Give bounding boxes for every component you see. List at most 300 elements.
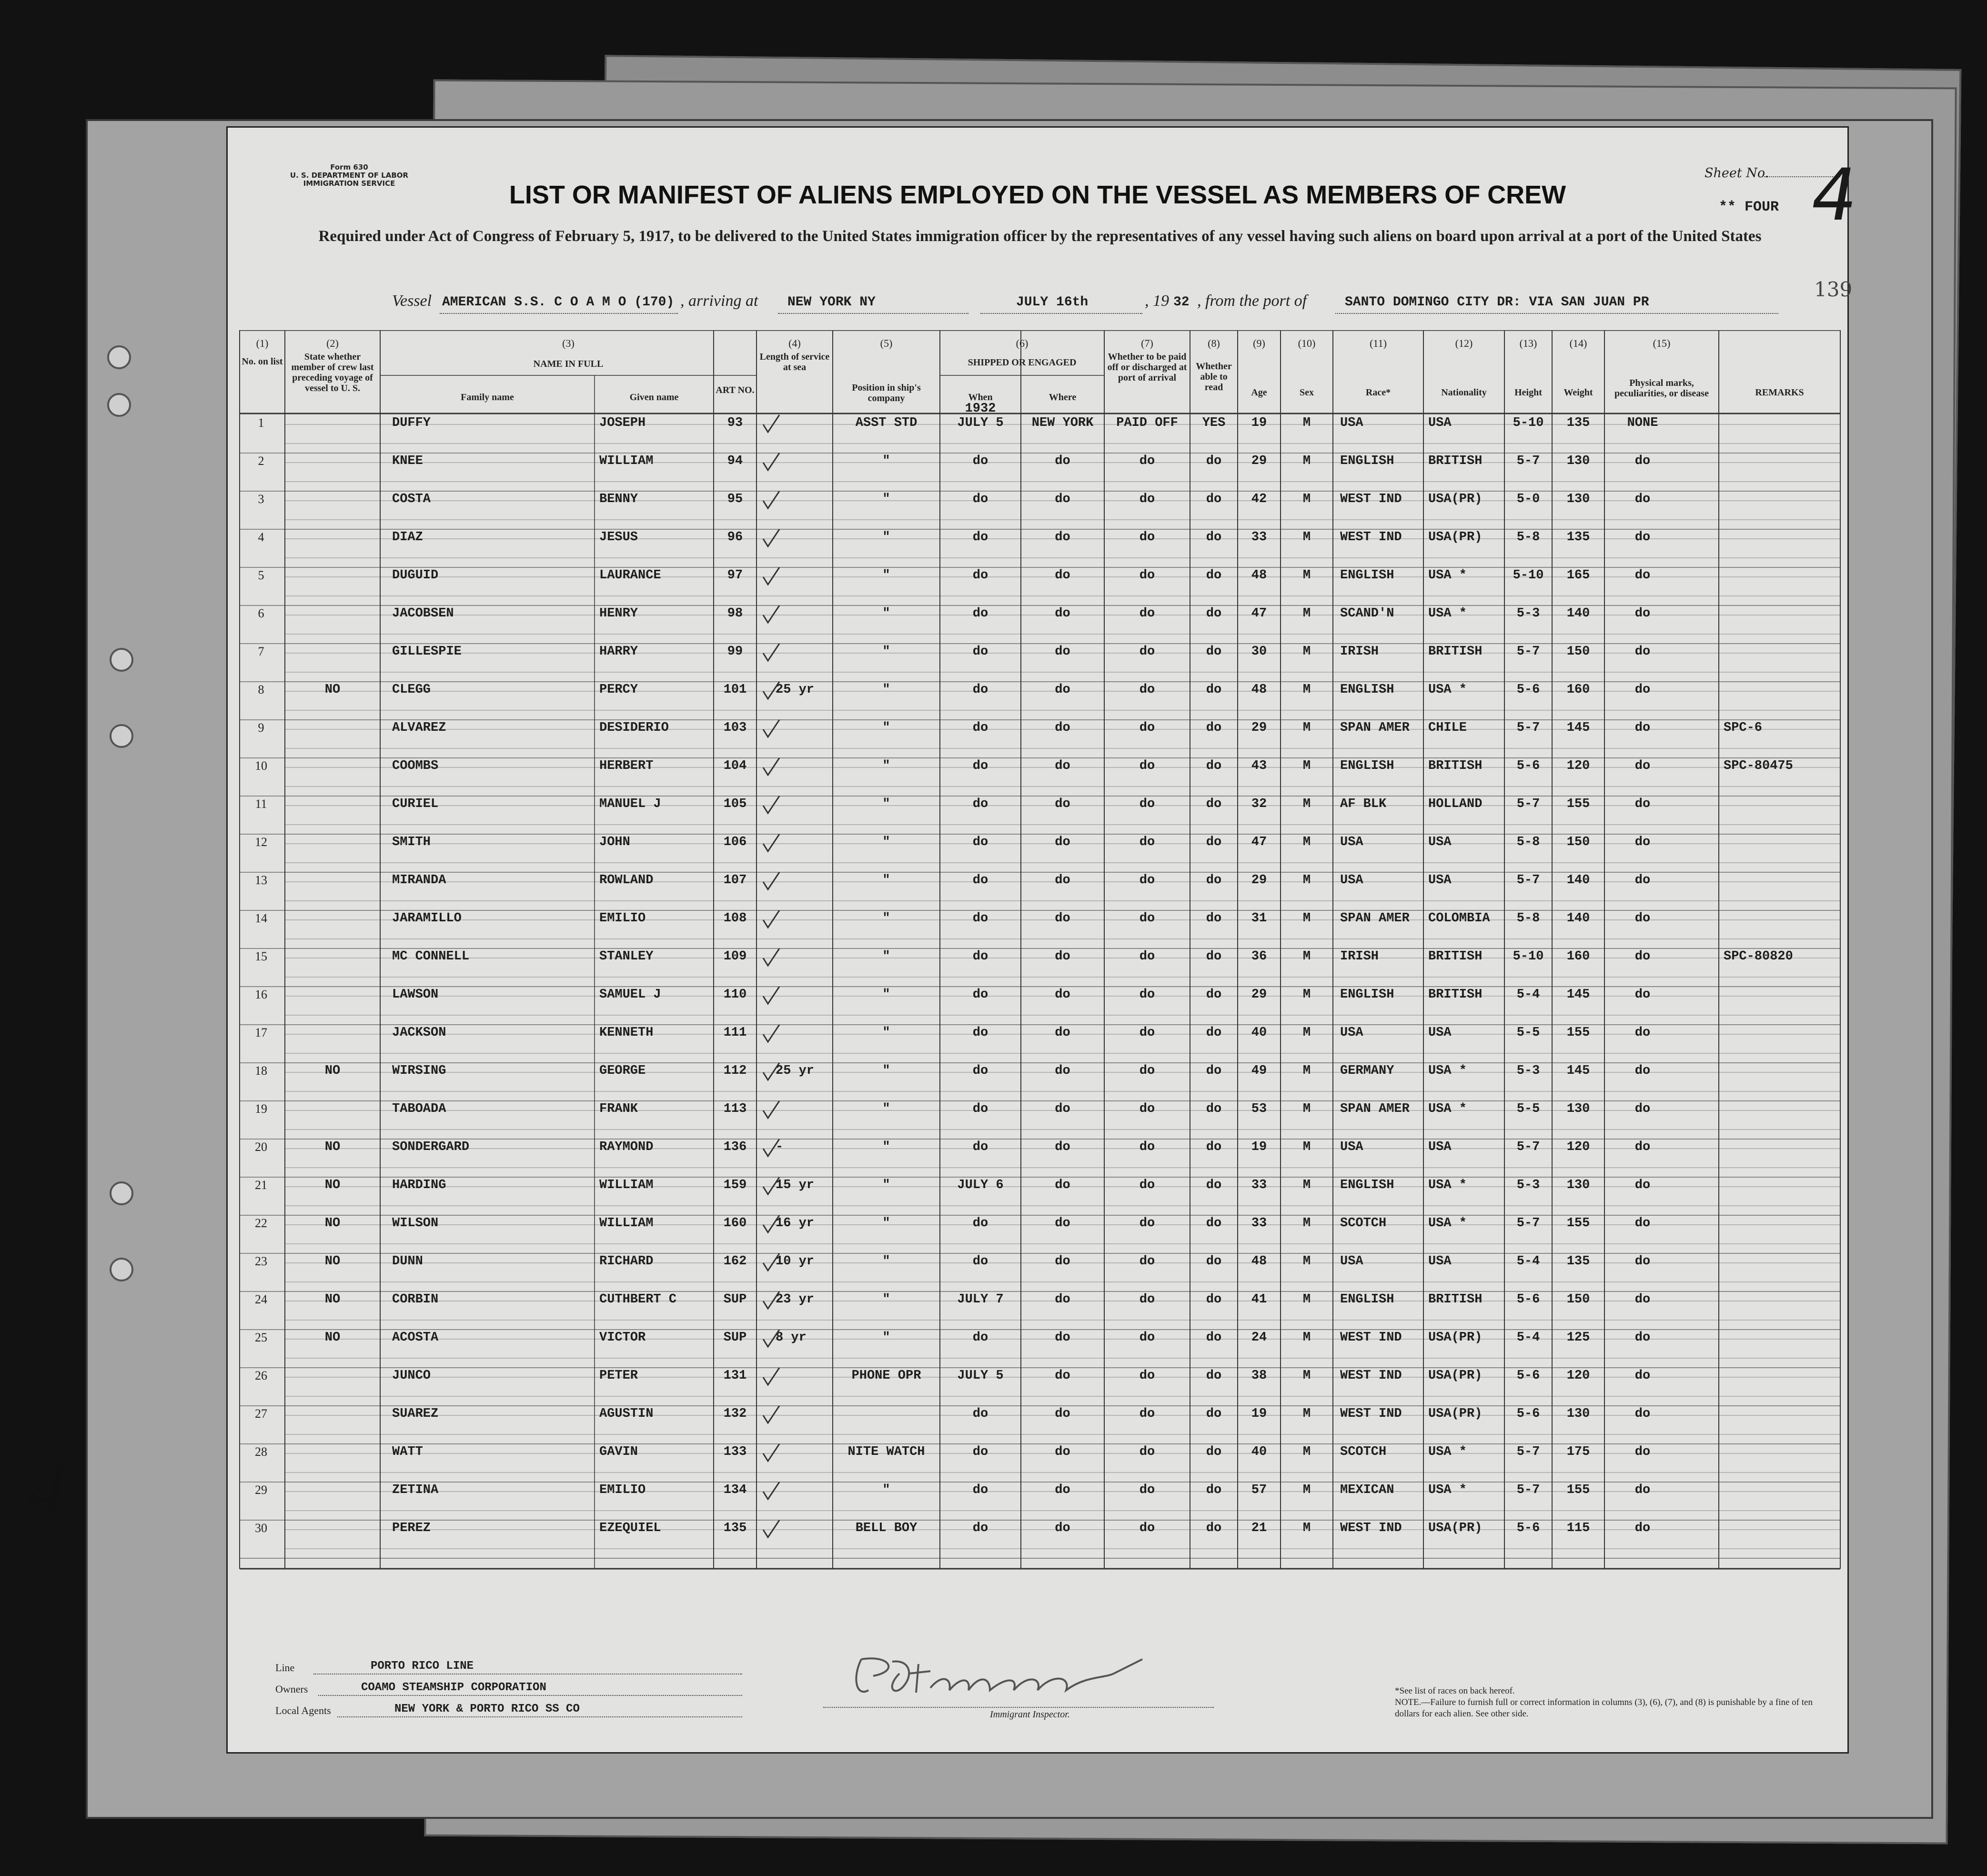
age: 48 [1251, 683, 1267, 697]
sex: M [1302, 606, 1311, 621]
race: SPAN AMER [1340, 1102, 1410, 1116]
height: 5-7 [1516, 873, 1540, 888]
height: 5-7 [1516, 797, 1540, 811]
sex: M [1302, 721, 1311, 735]
race: ENGLISH [1340, 759, 1394, 773]
family-name: ALVAREZ [392, 721, 446, 735]
able-to-read: do [1206, 606, 1222, 621]
able-to-read: do [1206, 492, 1222, 506]
sex: M [1302, 683, 1311, 697]
nationality: USA(PR) [1428, 1369, 1483, 1383]
position: " [882, 721, 890, 735]
shipped-where: do [1055, 759, 1070, 773]
shipped-where: do [1055, 1292, 1070, 1307]
able-to-read: do [1206, 949, 1222, 964]
header-length-service: Length of service at sea [759, 352, 830, 373]
position: " [882, 1216, 890, 1230]
shipped-when: do [972, 1140, 988, 1154]
check-mark [761, 1176, 780, 1196]
nationality: USA [1428, 835, 1452, 849]
row-number: 30 [255, 1521, 267, 1535]
race: WEST IND [1340, 1407, 1402, 1421]
previous-voyage: NO [324, 1331, 341, 1345]
row-number: 1 [258, 416, 264, 430]
sex: M [1302, 1026, 1311, 1040]
position: " [882, 1102, 890, 1116]
paid-off: do [1139, 606, 1155, 621]
shipped-when: do [972, 873, 988, 888]
column-number: (15) [1653, 337, 1671, 349]
row-number: 27 [255, 1407, 267, 1421]
race: USA [1340, 416, 1363, 430]
check-mark [761, 1405, 780, 1425]
row-number: 5 [258, 568, 264, 582]
row-number: 17 [255, 1026, 267, 1039]
paid-off: do [1139, 492, 1155, 506]
age: 47 [1251, 835, 1267, 849]
line-label: Line [275, 1662, 295, 1674]
family-name: SUAREZ [392, 1407, 439, 1421]
physical-marks: do [1634, 1521, 1651, 1535]
paid-off: PAID OFF [1116, 416, 1178, 430]
race: WEST IND [1340, 1521, 1402, 1535]
given-name: PERCY [599, 683, 638, 697]
shipped-where: do [1055, 797, 1070, 811]
weight: 160 [1566, 949, 1590, 964]
paid-off: do [1139, 988, 1155, 1002]
shipped-where: do [1055, 1140, 1070, 1154]
able-to-read: do [1206, 1254, 1222, 1269]
year-suffix: 32 [1173, 295, 1190, 310]
weight: 150 [1566, 835, 1590, 849]
weight: 145 [1566, 721, 1590, 735]
shipped-where: do [1055, 721, 1070, 735]
weight: 160 [1566, 683, 1590, 697]
weight: 130 [1566, 1407, 1590, 1421]
art-number: 133 [723, 1445, 747, 1459]
height: 5-6 [1516, 759, 1540, 773]
physical-marks: do [1634, 492, 1651, 506]
paid-off: do [1139, 1216, 1155, 1230]
position: " [882, 1483, 890, 1497]
sheet-number-typed: ** FOUR [1719, 199, 1779, 215]
check-mark [761, 1024, 780, 1044]
height: 5-4 [1516, 1254, 1540, 1269]
art-number: 96 [727, 530, 743, 545]
shipped-where: do [1055, 949, 1070, 964]
weight: 130 [1566, 492, 1590, 506]
height: 5-7 [1516, 1445, 1540, 1459]
check-mark [761, 1367, 780, 1387]
sex: M [1302, 873, 1311, 888]
height: 5-7 [1516, 454, 1540, 468]
row-number: 23 [255, 1254, 267, 1268]
physical-marks: do [1634, 606, 1651, 621]
given-name: DESIDERIO [599, 721, 669, 735]
position: " [882, 530, 890, 545]
paid-off: do [1139, 1292, 1155, 1307]
given-name: MANUEL J [599, 797, 661, 811]
column-number: (10) [1298, 337, 1316, 349]
shipped-when: do [972, 1331, 988, 1345]
header-age: Age [1251, 387, 1267, 398]
owners-value: COAMO STEAMSHIP CORPORATION [361, 1681, 546, 1694]
sex: M [1302, 492, 1311, 506]
race: USA [1340, 835, 1363, 849]
length-of-service: 16 yr [776, 1216, 815, 1230]
age: 57 [1251, 1483, 1267, 1497]
paid-off: do [1139, 1254, 1155, 1269]
family-name: JARAMILLO [392, 911, 462, 926]
column-number: (6) [1016, 337, 1029, 349]
row-number: 25 [255, 1331, 267, 1344]
paid-off: do [1139, 1178, 1155, 1192]
family-name: HARDING [392, 1178, 446, 1192]
header-shipped-engaged: SHIPPED OR ENGAGED [968, 357, 1077, 368]
shipped-when: do [972, 911, 988, 926]
family-name: CLEGG [392, 683, 431, 697]
family-name: KNEE [392, 454, 423, 468]
able-to-read: do [1206, 759, 1222, 773]
shipped-where: do [1055, 835, 1070, 849]
art-number: 132 [723, 1407, 747, 1421]
position: " [882, 1140, 890, 1154]
height: 5-7 [1516, 1140, 1540, 1154]
shipped-when: do [972, 645, 988, 659]
remarks: SPC-6 [1724, 721, 1763, 735]
family-name: DUNN [392, 1254, 423, 1269]
race-note: *See list of races on back hereof. [1395, 1686, 1515, 1696]
check-mark [761, 1329, 780, 1349]
race: USA [1340, 1140, 1363, 1154]
age: 38 [1251, 1369, 1267, 1383]
paid-off: do [1139, 1102, 1155, 1116]
height: 5-6 [1516, 1407, 1540, 1421]
family-name: GILLESPIE [392, 645, 462, 659]
height: 5-7 [1516, 1216, 1540, 1230]
inspector-label: Immigrant Inspector. [990, 1709, 1070, 1720]
vessel-rule [440, 313, 678, 314]
sex: M [1302, 1483, 1311, 1497]
position: NITE WATCH [847, 1445, 925, 1459]
family-name: WILSON [392, 1216, 439, 1230]
given-name: JOSEPH [599, 416, 646, 430]
previous-voyage: NO [324, 1178, 341, 1192]
column-number: (5) [880, 337, 893, 349]
able-to-read: do [1206, 1521, 1222, 1535]
art-number: 111 [723, 1026, 747, 1040]
sex: M [1302, 1445, 1311, 1459]
nationality: CHILE [1428, 721, 1467, 735]
paid-off: do [1139, 797, 1155, 811]
shipped-where: do [1055, 1407, 1070, 1421]
port-rule [778, 313, 968, 314]
row-number: 6 [258, 606, 264, 620]
check-mark [761, 871, 780, 891]
paid-off: do [1139, 873, 1155, 888]
race: ENGLISH [1340, 988, 1394, 1002]
height: 5-7 [1516, 721, 1540, 735]
physical-marks: do [1634, 1483, 1651, 1497]
shipped-when: JULY 7 [957, 1292, 1004, 1307]
weight: 120 [1566, 759, 1590, 773]
given-name: KENNETH [599, 1026, 654, 1040]
row-number: 20 [255, 1140, 267, 1154]
check-mark [761, 1443, 780, 1463]
row-number: 4 [258, 530, 264, 544]
race: ENGLISH [1340, 454, 1394, 468]
height: 5-0 [1516, 492, 1540, 506]
paid-off: do [1139, 721, 1155, 735]
nationality: BRITISH [1428, 949, 1483, 964]
given-name: WILLIAM [599, 1178, 654, 1192]
page-number: 139 [1814, 278, 1853, 301]
physical-marks: do [1634, 568, 1651, 583]
shipped-when: do [972, 492, 988, 506]
weight: 115 [1566, 1521, 1590, 1535]
physical-marks: do [1634, 1140, 1651, 1154]
weight: 130 [1566, 1102, 1590, 1116]
race: USA [1340, 873, 1363, 888]
position: " [882, 911, 890, 926]
given-name: ROWLAND [599, 873, 654, 888]
race: SCOTCH [1340, 1216, 1387, 1230]
paid-off: do [1139, 1407, 1155, 1421]
punch-hole [110, 724, 133, 748]
position: " [882, 454, 890, 468]
row-number: 14 [255, 911, 267, 925]
height: 5-3 [1516, 606, 1540, 621]
height: 5-6 [1516, 1369, 1540, 1383]
department-name: U. S. DEPARTMENT OF LABOR [290, 171, 409, 180]
age: 47 [1251, 606, 1267, 621]
position: " [882, 1026, 890, 1040]
family-name: COSTA [392, 492, 431, 506]
date-rule [980, 313, 1142, 314]
shipped-when: do [972, 1064, 988, 1078]
shipped-where: do [1055, 568, 1070, 583]
given-name: PETER [599, 1369, 638, 1383]
physical-marks: do [1634, 911, 1651, 926]
shipped-when: do [972, 1483, 988, 1497]
family-name: WIRSING [392, 1064, 446, 1078]
check-mark [761, 452, 780, 472]
agents-label: Local Agents [275, 1705, 331, 1716]
age: 29 [1251, 721, 1267, 735]
nationality: COLOMBIA [1428, 911, 1490, 926]
sex: M [1302, 1064, 1311, 1078]
art-number: 160 [723, 1216, 747, 1230]
age: 36 [1251, 949, 1267, 964]
length-of-service: 8 yr [776, 1331, 807, 1345]
able-to-read: do [1206, 873, 1222, 888]
weight: 155 [1566, 797, 1590, 811]
nationality: USA(PR) [1428, 1331, 1483, 1345]
shipped-where: do [1055, 1445, 1070, 1459]
given-name: STANLEY [599, 949, 654, 964]
physical-marks: do [1634, 1026, 1651, 1040]
able-to-read: do [1206, 1178, 1222, 1192]
position: " [882, 1331, 890, 1345]
position: " [882, 988, 890, 1002]
header-remarks: REMARKS [1755, 387, 1804, 398]
weight: 140 [1566, 873, 1590, 888]
family-name: MIRANDA [392, 873, 446, 888]
line-value: PORTO RICO LINE [371, 1660, 474, 1673]
family-name: ACOSTA [392, 1331, 439, 1345]
art-number: 101 [723, 683, 747, 697]
nationality: USA * [1428, 1216, 1467, 1230]
header-physical-marks: Physical marks, peculiarities, or disease [1614, 378, 1709, 399]
check-mark [761, 1214, 780, 1234]
height: 5-6 [1516, 1292, 1540, 1307]
column-number: (12) [1455, 337, 1473, 349]
race: ENGLISH [1340, 1178, 1394, 1192]
given-name: CUTHBERT C [599, 1292, 677, 1307]
header-nationality: Nationality [1441, 387, 1487, 398]
race: SPAN AMER [1340, 721, 1410, 735]
given-name: AGUSTIN [599, 1407, 654, 1421]
column-number: (13) [1519, 337, 1537, 349]
race: IRISH [1340, 645, 1379, 659]
sex: M [1302, 1140, 1311, 1154]
shipped-when: do [972, 1102, 988, 1116]
header-family-name: Family name [461, 392, 514, 403]
race: ENGLISH [1340, 683, 1394, 697]
height: 5-10 [1513, 568, 1544, 583]
shipped-where: do [1055, 1102, 1070, 1116]
row-number: 15 [255, 949, 267, 963]
physical-marks: do [1634, 721, 1651, 735]
art-number: 104 [723, 759, 747, 773]
nationality: USA(PR) [1428, 492, 1483, 506]
given-name: RAYMOND [599, 1140, 654, 1154]
weight: 140 [1566, 606, 1590, 621]
height: 5-6 [1516, 683, 1540, 697]
race: WEST IND [1340, 492, 1402, 506]
paid-off: do [1139, 1445, 1155, 1459]
row-number: 7 [258, 645, 264, 658]
height: 5-8 [1516, 835, 1540, 849]
height: 5-5 [1516, 1102, 1540, 1116]
agents-rule [337, 1716, 742, 1717]
punch-hole [110, 1181, 133, 1205]
shipped-where: do [1055, 454, 1070, 468]
shipped-where: do [1055, 492, 1070, 506]
position: " [882, 797, 890, 811]
weight: 145 [1566, 988, 1590, 1002]
check-mark [761, 643, 780, 663]
header-sex: Sex [1300, 387, 1314, 398]
height: 5-7 [1516, 1483, 1540, 1497]
art-number: 131 [723, 1369, 747, 1383]
paid-off: do [1139, 1331, 1155, 1345]
given-name: WILLIAM [599, 454, 654, 468]
previous-voyage: NO [324, 1254, 341, 1269]
position: PHONE OPR [851, 1369, 921, 1383]
position: " [882, 1292, 890, 1307]
form-subtitle: Required under Act of Congress of February 5, 1917, to be delivered to the United States immigration officer by the representatives of any vessel having such aliens on board upon arrival at a port of the United States [318, 228, 1762, 245]
check-mark [761, 605, 780, 625]
penalty-note: NOTE.—Failure to furnish full or correct information in columns (3), (6), (7), and (8) is punishable by a fine of ten dollars for each alien. See other side. [1395, 1697, 1813, 1719]
height: 5-8 [1516, 530, 1540, 545]
inspector-signature [847, 1645, 1157, 1707]
position: " [882, 1064, 890, 1078]
family-name: CURIEL [392, 797, 439, 811]
race: SCOTCH [1340, 1445, 1387, 1459]
row-number: 12 [255, 835, 267, 849]
race: ENGLISH [1340, 568, 1394, 583]
sex: M [1302, 1369, 1311, 1383]
able-to-read: do [1206, 1102, 1222, 1116]
form-title: LIST OR MANIFEST OF ALIENS EMPLOYED ON THE VESSEL AS MEMBERS OF CREW [509, 181, 1566, 209]
sex: M [1302, 454, 1311, 468]
physical-marks: do [1634, 988, 1651, 1002]
able-to-read: do [1206, 1369, 1222, 1383]
age: 48 [1251, 568, 1267, 583]
column-number: (14) [1569, 337, 1587, 349]
column-number: (4) [788, 337, 801, 349]
art-number: 103 [723, 721, 747, 735]
sex: M [1302, 988, 1311, 1002]
given-name: JESUS [599, 530, 638, 545]
sex: M [1302, 568, 1311, 583]
height: 5-10 [1513, 416, 1544, 430]
nationality: USA * [1428, 1483, 1467, 1497]
paid-off: do [1139, 1521, 1155, 1535]
height: 5-3 [1516, 1064, 1540, 1078]
service-name: IMMIGRATION SERVICE [303, 179, 395, 188]
given-name: VICTOR [599, 1331, 646, 1345]
shipped-where: NEW YORK [1031, 416, 1094, 430]
sheet-number-label: Sheet No. [1705, 166, 1769, 181]
paid-off: do [1139, 835, 1155, 849]
race: SPAN AMER [1340, 911, 1410, 926]
from-port-rule [1335, 313, 1778, 314]
physical-marks: do [1634, 1178, 1651, 1192]
able-to-read: do [1206, 1216, 1222, 1230]
punch-hole [107, 345, 131, 369]
previous-voyage: NO [324, 1216, 341, 1230]
art-number: 109 [723, 949, 747, 964]
height: 5-6 [1516, 1521, 1540, 1535]
family-name: CORBIN [392, 1292, 439, 1307]
able-to-read: do [1206, 911, 1222, 926]
art-number: 106 [723, 835, 747, 849]
family-name: JACOBSEN [392, 606, 454, 621]
able-to-read: do [1206, 568, 1222, 583]
able-to-read: do [1206, 530, 1222, 545]
shipped-when: do [972, 1445, 988, 1459]
age: 31 [1251, 911, 1267, 926]
nationality: USA [1428, 416, 1452, 430]
art-number: 113 [723, 1102, 747, 1116]
check-mark [761, 909, 780, 929]
row-number: 28 [255, 1445, 267, 1459]
nationality: USA [1428, 873, 1452, 888]
weight: 155 [1566, 1026, 1590, 1040]
column-number: (8) [1208, 337, 1220, 349]
physical-marks: do [1634, 1407, 1651, 1421]
shipped-when: do [972, 568, 988, 583]
family-name: ZETINA [392, 1483, 439, 1497]
given-name: SAMUEL J [599, 988, 661, 1002]
age: 19 [1251, 1407, 1267, 1421]
height: 5-7 [1516, 645, 1540, 659]
art-number: SUP [723, 1292, 747, 1307]
position: ASST STD [855, 416, 918, 430]
physical-marks: do [1634, 1064, 1651, 1078]
